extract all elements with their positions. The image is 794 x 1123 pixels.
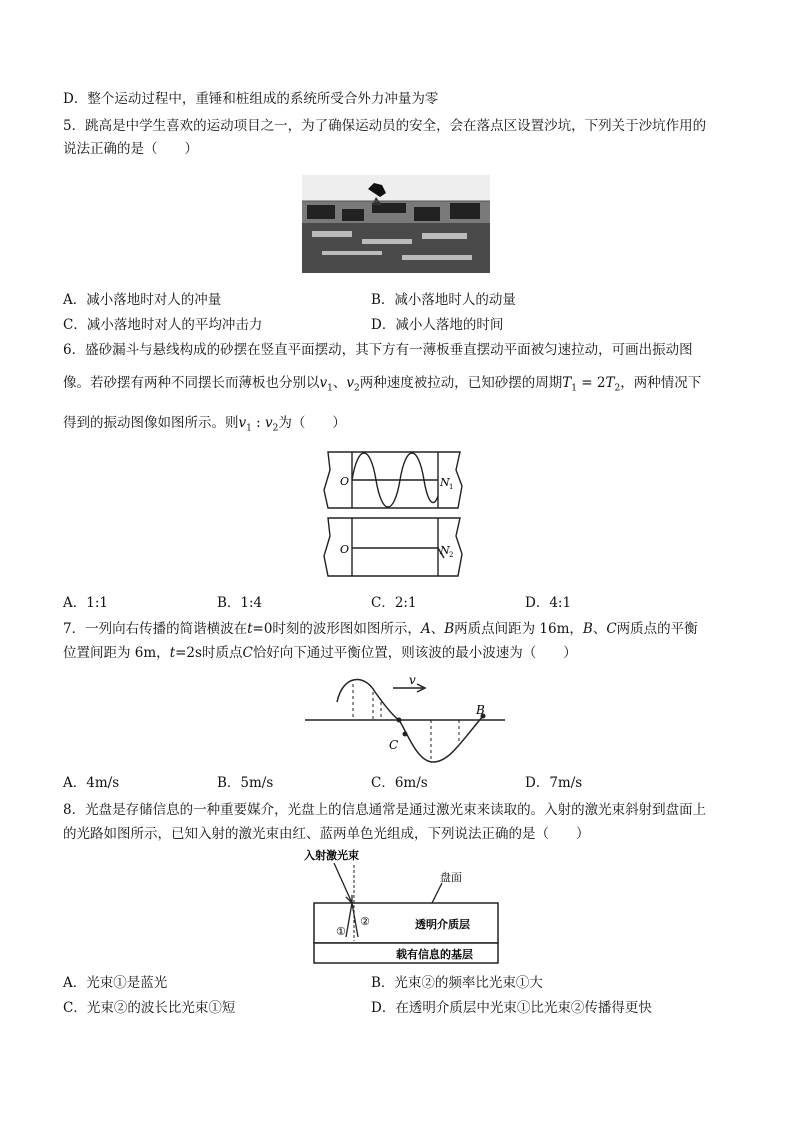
graph1-origin-label: O [340,475,350,488]
q7-option-c: C．6m/s [371,775,428,791]
q8-stem-line2: 的光路如图所示，已知入射的激光束由红、蓝两单色光组成，下列说法正确的是（ ） [63,826,590,842]
q8-stem-line1: 8．光盘是存储信息的一种重要媒介，光盘上的信息通常是通过激光束来读取的。入射的激光束斜射到盘面上 [63,802,707,818]
velocity-label: v [409,673,416,687]
q5-stem-line1: 5．跳高是中学生喜欢的运动项目之一，为了确保运动员的安全，会在落点区设置沙坑，下列关于沙坑作用的 [63,118,707,134]
graph2-origin-label: O [340,543,350,556]
zero-crossing-point [397,718,402,723]
q6-option-b: B．1:4 [217,595,263,611]
q8-option-a: A．光束①是蓝光 [63,975,168,991]
transparent-layer-label: 透明介质层 [415,918,470,931]
sand-pendulum-graph [320,450,470,580]
transverse-wave-graph [305,672,505,772]
q5-option-a: A．减小落地时对人的冲量 [63,292,222,308]
c-point-label: C [389,738,399,752]
q6-option-d: D．4:1 [525,595,572,611]
q6-option-a: A．1:1 [63,595,108,611]
disc-surface-label: 盘面 [440,871,462,884]
q8-option-c: C．光束②的波长比光束①短 [63,1000,236,1016]
n1-label: N [440,476,450,489]
q6-option-c: C．2:1 [371,595,417,611]
q7-stem-line2: 位置间距为 6m，t=2s时质点C恰好向下通过平衡位置，则该波的最小波速为（ ） [63,645,577,661]
high-jump-photo [302,175,490,273]
q7-stem-line1: 7．一列向右传播的简谐横波在t=0时刻的波形图如图所示，A、B两质点间距为 16m，B、C两质点的平衡 [63,621,698,637]
q5-option-b: B．减小落地时人的动量 [371,292,516,308]
b-point-label: B [476,703,485,717]
beam-2-label: ② [360,915,370,928]
q6-stem-line2: 像。若砂摆有两种不同摆长而薄板也分别以$v_1$、$v_2$两种速度被拉动，已知砂摆的周期$T_1 = 2T_2$，两种情况下 [63,375,702,394]
q4-option-d: D．整个运动过程中，重锤和桩组成的系统所受合外力冲量为零 [63,91,439,107]
q8-option-b: B．光束②的频率比光束①大 [371,975,543,991]
n1-subscript: 1 [449,483,454,491]
incident-beam-label: 入射激光束 [304,849,359,862]
point-c [403,732,408,737]
beam-1-label: ① [336,925,346,938]
n2-label: N [440,544,450,557]
q7-option-d: D．7m/s [525,775,583,791]
n2-subscript: 2 [449,551,454,559]
optical-disc-diagram [300,845,500,967]
q8-option-d: D．在透明介质层中光束①比光束②传播得更快 [371,1000,652,1016]
q7-option-b: B．5m/s [217,775,274,791]
q5-stem-line2: 说法正确的是（ ） [63,141,198,157]
q6-stem-line1: 6．盛砂漏斗与悬线构成的砂摆在竖直平面摆动，其下方有一薄板垂直摆动平面被匀速拉动，可画出振动图 [63,342,693,358]
base-layer-label: 载有信息的基层 [396,948,473,961]
q5-option-c: C．减小落地时对人的平均冲击力 [63,317,263,333]
q7-option-a: A．4m/s [63,775,120,791]
q6-stem-line3: 得到的振动图像如图所示。则$v_1$ : $v_2$为（ ） [63,415,346,434]
q5-option-d: D．减小人落地的时间 [371,317,504,333]
